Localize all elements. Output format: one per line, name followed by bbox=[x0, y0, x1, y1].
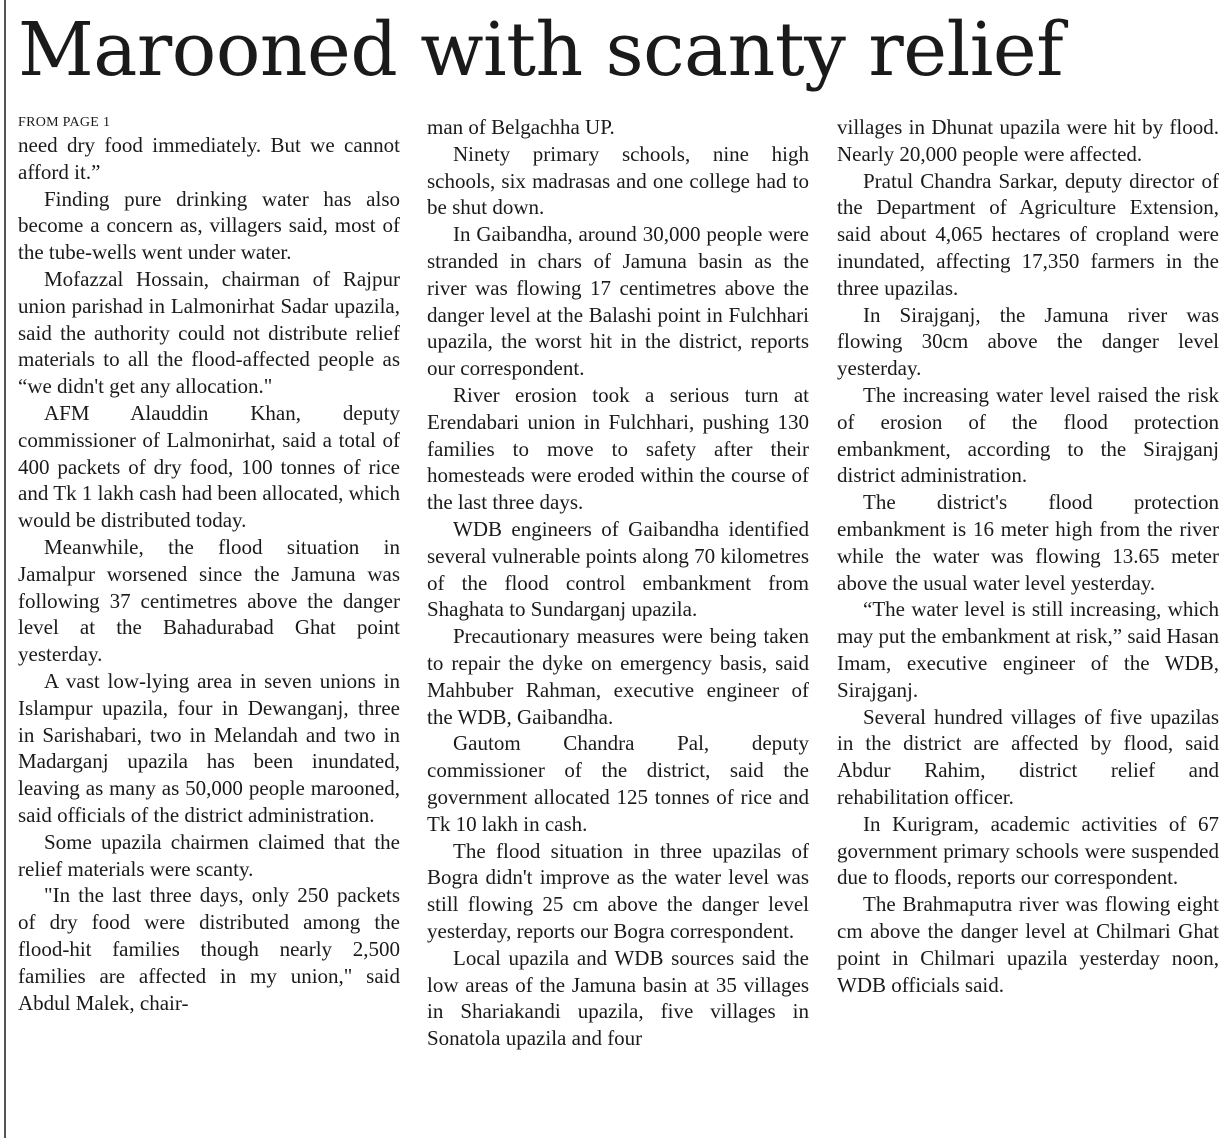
article-paragraph: Several hundred villages of five upazilas in the district are affected by flood, said Abdur Rahim, district relief and rehabilitation officer. bbox=[837, 704, 1219, 809]
article-paragraph: River erosion took a serious turn at Erendabari union in Fulchhari, pushing 130 families to move to safety after their homesteads were eroded within the course of the last three days. bbox=[427, 382, 809, 515]
article-paragraph: The district's flood protection embankment is 16 meter high from the river while the water was flowing 13.65 meter above the usual water level yesterday. bbox=[837, 490, 1219, 595]
article-column-1 bbox=[18, 114, 400, 1016]
article-paragraph: “The water level is still increasing, which may put the embankment at risk,” said Hasan Imam, executive engineer of the WDB, Sirajganj. bbox=[837, 597, 1219, 702]
article-column-3 bbox=[837, 114, 1219, 998]
article-paragraph: The Brahmaputra river was flowing eight cm above the danger level at Chilmari Ghat point in Chilmari upazila yesterday noon, WDB officials said. bbox=[837, 892, 1219, 997]
headline: Marooned with scanty relief bbox=[18, 7, 1064, 93]
article-paragraph: "In the last three days, only 250 packets of dry food were distributed among the flood-hit families though nearly 2,500 families are affected in my union," said Abdul Malek, chair- bbox=[18, 883, 400, 1015]
article-paragraph: WDB engineers of Gaibandha identified several vulnerable points along 70 kilometres of the flood control embankment from Shaghata to Sundarganj upazila. bbox=[427, 516, 809, 622]
article-paragraph: Finding pure drinking water has also become a concern as, villagers said, most of the tube-wells went under water. bbox=[18, 186, 400, 265]
article-paragraph: The flood situation in three upazilas of Bogra didn't improve as the water level was still flowing 25 cm above the danger level yesterday, reports our Bogra correspondent. bbox=[427, 838, 809, 943]
article-paragraph: A vast low-lying area in seven unions in Islampur upazila, four in Dewanganj, three in Sarishabari, two in Melandah and two in Madarganj upazila has been inundated, leaving as many as 50,000 people marooned, said officials of the district administration. bbox=[18, 668, 400, 827]
article-paragraph: Local upazila and WDB sources said the low areas of the Jamuna basin at 35 villages in Shariakandi upazila, five villages in Sonatola upazila and four bbox=[427, 945, 809, 1051]
article-paragraph: The increasing water level raised the risk of erosion of the flood protection embankment, according to the Sirajganj district administration. bbox=[837, 382, 1219, 488]
article-paragraph: need dry food immediately. But we cannot afford it.” bbox=[18, 133, 400, 184]
article-paragraph: Meanwhile, the flood situation in Jamalpur worsened since the Jamuna was following 37 centimetres above the danger level at the Bahadurabad Ghat point yesterday. bbox=[18, 534, 400, 667]
article-paragraph: In Sirajganj, the Jamuna river was flowing 30cm above the danger level yesterday. bbox=[837, 302, 1219, 381]
article-paragraph: AFM Alauddin Khan, deputy commissioner of Lalmonirhat, said a total of 400 packets of dry food, 100 tonnes of rice and Tk 1 lakh cash had been allocated, which would be distributed today. bbox=[18, 400, 400, 533]
article-column-2 bbox=[427, 114, 809, 1052]
article-paragraph: In Gaibandha, around 30,000 people were stranded in chars of Jamuna basin as the river was flowing 17 centimetres above the danger level at the Balashi point in Fulchhari upazila, the worst hit in the district, reports our correspondent. bbox=[427, 222, 809, 381]
column-rule bbox=[4, 0, 6, 1138]
article-paragraph: Mofazzal Hossain, chairman of Rajpur union parishad in Lalmonirhat Sadar upazila, said the authority could not distribute relief materials to all the flood-affected people as “we didn't get any allocation." bbox=[18, 266, 400, 399]
continuation-kicker: FROM PAGE 1 bbox=[18, 115, 111, 130]
article-paragraph: Pratul Chandra Sarkar, deputy director of the Department of Agriculture Extension, said about 4,065 hectares of cropland were inundated, affecting 17,350 farmers in the three upazilas. bbox=[837, 168, 1219, 300]
article-paragraph: Ninety primary schools, nine high schools, six madrasas and one college had to be shut down. bbox=[427, 141, 809, 220]
article-paragraph: man of Belgachha UP. bbox=[427, 115, 615, 139]
article-paragraph: villages in Dhunat upazila were hit by flood. Nearly 20,000 people were affected. bbox=[837, 115, 1219, 166]
article-paragraph: Some upazila chairmen claimed that the relief materials were scanty. bbox=[18, 829, 400, 881]
article-paragraph: Gautom Chandra Pal, deputy commissioner of the district, said the government allocated 125 tonnes of rice and Tk 10 lakh in cash. bbox=[427, 731, 809, 836]
article-paragraph: In Kurigram, academic activities of 67 government primary schools were suspended due to floods, reports our correspondent. bbox=[837, 811, 1219, 890]
article-paragraph: Precautionary measures were being taken to repair the dyke on emergency basis, said Mahbuber Rahman, executive engineer of the WDB, Gaibandha. bbox=[427, 624, 809, 729]
